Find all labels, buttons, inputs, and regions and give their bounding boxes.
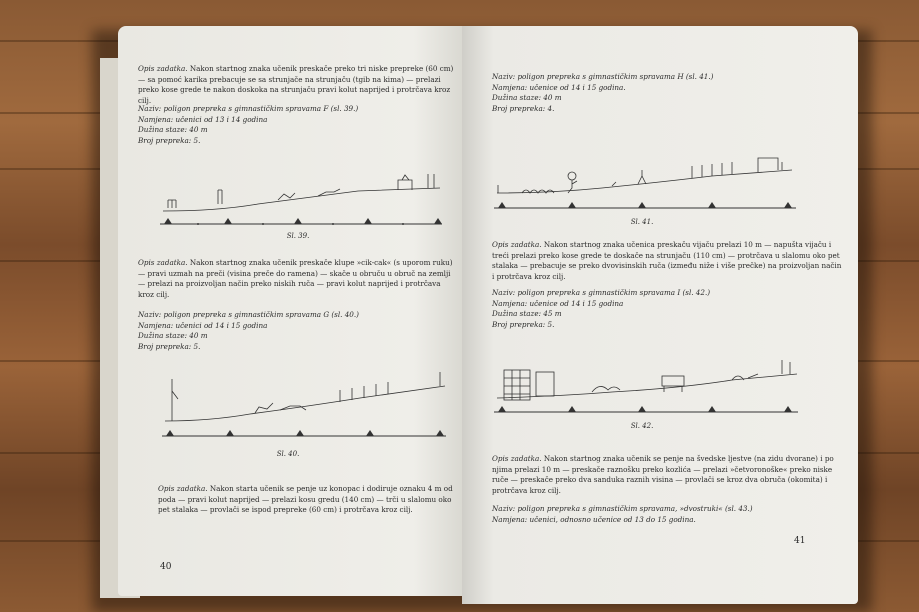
section-j-meta: Naziv: poligon prepreka s gimnastičkim spravama, »dvostruki« (sl. 43.) Namjena: učenici, odnosno učenice od 13 do 15 godina. <box>492 504 753 524</box>
figure-40-caption: Sl. 40. <box>276 450 300 458</box>
figure-39-course-diagram <box>158 166 448 241</box>
figure-41-caption: Sl. 41. <box>630 218 654 226</box>
section-h-description: Opis zadatka. Nakon starta učenik se penje uz konopac i dodiruje oznaku 4 m od poda — pravi kolut naprijed — prelazi kosu gredu (140 cm) — trči u slalomu oko pet stalaka — provlači se ispod prepreke (60 cm) i protrčava kroz cilj. <box>158 484 453 514</box>
right-page <box>462 26 858 604</box>
figure-42-caption: Sl. 42. <box>630 422 654 430</box>
section-f-meta: Naziv: poligon prepreka s gimnastičkim spravama F (sl. 39.) Namjena: učenici od 13 i 14 godina Dužina staze: 40 m Broj prepreka: 5. <box>138 104 359 145</box>
figure-39-caption: Sl. 39. <box>286 232 310 240</box>
figure-42-course-diagram <box>492 348 802 428</box>
left-page-number: 40 <box>160 562 172 572</box>
intro-paragraph: Opis zadatka. Nakon startnog znaka učenik preskače preko tri niske prepreke (60 cm) — sa pomoć karika prebacuje se sa strunjače na strunjaču (tgib na kima) — prelazi preko kose grede te nakon doskoka na strunjaču pravi kolut naprijed i protrčava kroz cilj. <box>138 64 454 105</box>
figure-40-course-diagram <box>160 366 450 451</box>
section-i-description: Opis zadatka. Nakon startnog znaka učenica preskaču vijaču prelazi 10 m — napušta vijaču i treći prelazi preko kose grede te doskače na strunjaču (110 cm) — protrčava u slalomu oko pet stalaka — prebacuje se preko dvovisinskih ruča (između niže i više prečke) na proizvoljan način i protrčava kroz cilj. <box>492 240 842 281</box>
section-i-meta: Naziv: poligon prepreka s gimnastičkim spravama I (sl. 42.) Namjena: učenice od 14 i 15 godina Dužina staze: 45 m Broj prepreka: 5. <box>492 288 711 329</box>
left-page <box>118 26 466 596</box>
section-g-meta: Naziv: poligon prepreka s gimnastičkim spravama G (sl. 40.) Namjena: učenici od 14 i 15 godina Dužina staze: 40 m Broj prepreka: 5. <box>138 310 359 351</box>
section-g-description: Opis zadatka. Nakon startnog znaka učenik preskače klupe »cik-cak« (s uporom ruku) — pravi uzmah na preči (visina preče do ramena) — skače u obruču u obruč na zemlji — prelazi na proizvoljan način preko niskih ruča — pravi kolut naprijed i protrčava kroz cilj. <box>138 258 453 299</box>
section-h-meta: Naziv: poligon prepreka s gimnastičkim spravama H (sl. 41.) Namjena: učenice od 14 i 15 godina. Dužina staze: 40 m Broj prepreka: 4. <box>492 72 714 113</box>
figure-41-course-diagram <box>492 148 802 223</box>
right-page-number: 41 <box>794 536 806 546</box>
section-j-description: Opis zadatka. Nakon startnog znaka učenik se penje na švedske ljestve (na zidu dvorane) i po njima prelazi 10 m — preskače raznošku preko kozlića — prelazi »četvoronoške« preko niske ruče — preskače preko dva sanduka raznih visina — provlači se kroz dva obruča (okomita) i protrčava kroz cilj. <box>492 454 834 495</box>
